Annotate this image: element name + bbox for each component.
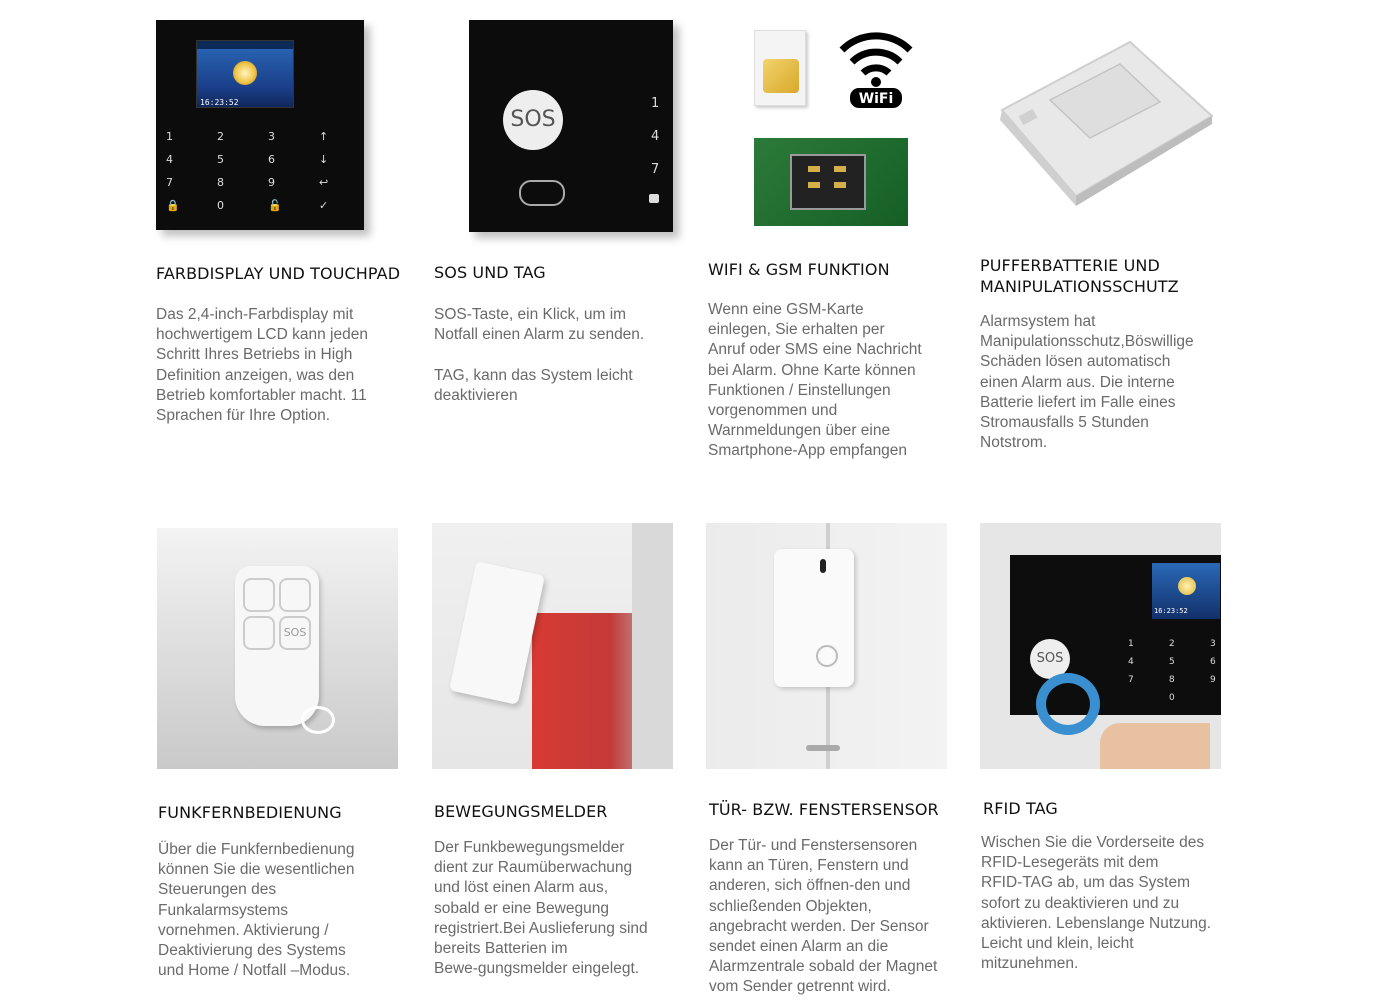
rfid-panel-sos-button: SOS <box>1030 639 1070 679</box>
keypad-key: 8 <box>217 176 224 189</box>
backside-device <box>980 20 1220 232</box>
keypad-key: ↑ <box>319 130 329 143</box>
remote-sos-button: SOS <box>279 616 311 650</box>
rfid-panel-key: 7 <box>1128 675 1134 685</box>
feature-title-rfid: RFID TAG <box>983 799 1058 818</box>
remote-body <box>235 566 319 726</box>
door-sensor-image <box>706 523 947 769</box>
feature-title-battery: PUFFERBATTERIE UND MANIPULATIONSSCHUTZ <box>980 256 1179 296</box>
rfid-panel-key: 3 <box>1210 639 1216 649</box>
keypad-panel-image <box>156 20 364 230</box>
keypad-key: 5 <box>217 153 224 166</box>
keypad-key: 9 <box>268 176 275 189</box>
lock-icon <box>649 194 659 203</box>
feature-title-motion: BEWEGUNGSMELDER <box>434 802 608 821</box>
feature-title-wifi: WIFI & GSM FUNKTION <box>708 260 890 279</box>
gsm-slot-board <box>754 138 908 226</box>
rfid-panel-key: 0 <box>1169 693 1175 703</box>
keypad-key: 1 <box>166 130 173 143</box>
keypad-key: 3 <box>268 130 275 143</box>
feature-desc-battery: Alarmsystem hat Manipulationsschutz,Böswillige Schäden lösen automatisch einen Alarm aus. Die interne Batterie liefert im Falle eines Stromausfalls 5 Stunden Notstrom. <box>980 313 1194 452</box>
remote-keyring <box>301 706 335 734</box>
feature-desc-wifi: Wenn eine GSM-Karte einlegen, Sie erhalten per Anruf oder SMS eine Nachricht bei Alarm. Ohne Karte können Funktionen / Einstellungen vorgenommen und Warnmeldungen über eine Smartphone-App empfangen <box>708 301 922 460</box>
rfid-panel-key: 9 <box>1210 675 1216 685</box>
keypad-key: 7 <box>166 176 173 189</box>
door-sensor-body <box>774 549 854 687</box>
feature-title-display: FARBDISPLAY UND TOUCHPAD <box>156 264 401 283</box>
rfid-panel-key: 2 <box>1169 639 1175 649</box>
sos-panel-key: 7 <box>651 162 660 177</box>
motion-detector-image <box>432 523 673 769</box>
sos-panel-key: 4 <box>651 129 660 144</box>
keypad-key: 🔓 <box>268 199 282 212</box>
keypad-key: ↓ <box>319 153 329 166</box>
feature-desc-display: Das 2,4-inch-Farbdisplay mit hochwertigem LCD kann jeden Schritt Ihres Betriebs in High Definition anzeigen, was den Betrieb komfortabler macht. 11 Sprachen für Ihre Option. <box>156 306 368 425</box>
rfid-panel-key: 8 <box>1169 675 1175 685</box>
feature-desc-motion: Der Funkbewegungsmelder dient zur Raumüberwachung und löst einen Alarm aus, sobald er eine Bewegung registriert.Bei Auslieferung sind bereits Batterien im Bewe-gungsmelder eingelegt. <box>434 839 648 978</box>
keypad-key: ↩ <box>319 176 329 189</box>
sos-panel-image <box>469 20 673 232</box>
feature-title-remote: FUNKFERNBEDIENUNG <box>158 803 342 822</box>
rfid-panel-clock: 16:23:52 <box>1154 607 1188 615</box>
keypad-key: 4 <box>166 153 173 166</box>
keypad-key: 🔒 <box>166 199 180 212</box>
motion-sensor-body <box>449 561 545 705</box>
rfid-panel-key: 5 <box>1169 657 1175 667</box>
keypad-key: 2 <box>217 130 224 143</box>
wifi-label: WiFi <box>858 91 894 107</box>
sun-icon <box>233 61 257 85</box>
rfid-panel-key: 6 <box>1210 657 1216 667</box>
feature-desc-door: Der Tür- und Fenstersensoren kann an Türen, Fenstern und anderen, sich öffnen-den und schließenden Objekten, angebracht werden. Der Sensor sendet einen Alarm an die Alarmzentrale sobald der Magnet vom Sender getrennt wird. <box>709 837 938 996</box>
rfid-panel-key: 1 <box>1128 639 1134 649</box>
feature-desc-remote: Über die Funkfernbedienung können Sie die wesentlichen Steuerungen des Funkalarmsystems vornehmen. Aktivierung / Deaktivierung des Systems und Home / Notfall –Modus. <box>158 841 355 980</box>
feature-desc-rfid: Wischen Sie die Vorderseite des RFID-Lesegeräts mit dem RFID-TAG ab, um das System sofort zu deaktivieren und zu aktivieren. Lebenslange Nutzung. Leicht und klein, leicht mitzunehmen. <box>981 834 1212 973</box>
keypad-key: 6 <box>268 153 275 166</box>
rfid-tap-icon <box>519 180 565 206</box>
backside-battery-image <box>980 20 1220 232</box>
rfid-tag-image <box>980 523 1221 769</box>
rfid-fob-icon <box>1036 673 1100 735</box>
keypad-key: ✓ <box>319 199 329 212</box>
hand <box>1100 723 1210 769</box>
rfid-panel-key: 4 <box>1128 657 1134 667</box>
sos-button: SOS <box>503 90 563 150</box>
lcd-screen <box>196 40 294 108</box>
keypad-key: 0 <box>217 199 224 212</box>
feature-desc-sos: SOS-Taste, ein Klick, um im Notfall einen Alarm zu senden. TAG, kann das System leicht deaktivieren <box>434 306 645 404</box>
wifi-gsm-image <box>700 20 940 235</box>
feature-title-sos: SOS UND TAG <box>434 263 546 282</box>
keypad-clock: 16:23:52 <box>200 98 239 107</box>
feature-title-door: TÜR- BZW. FENSTERSENSOR <box>709 800 939 819</box>
sos-panel-key: 1 <box>651 96 660 111</box>
sim-card-icon <box>754 30 806 106</box>
wifi-icon <box>836 24 916 110</box>
remote-control-image <box>157 528 398 769</box>
door-handle <box>806 745 840 751</box>
